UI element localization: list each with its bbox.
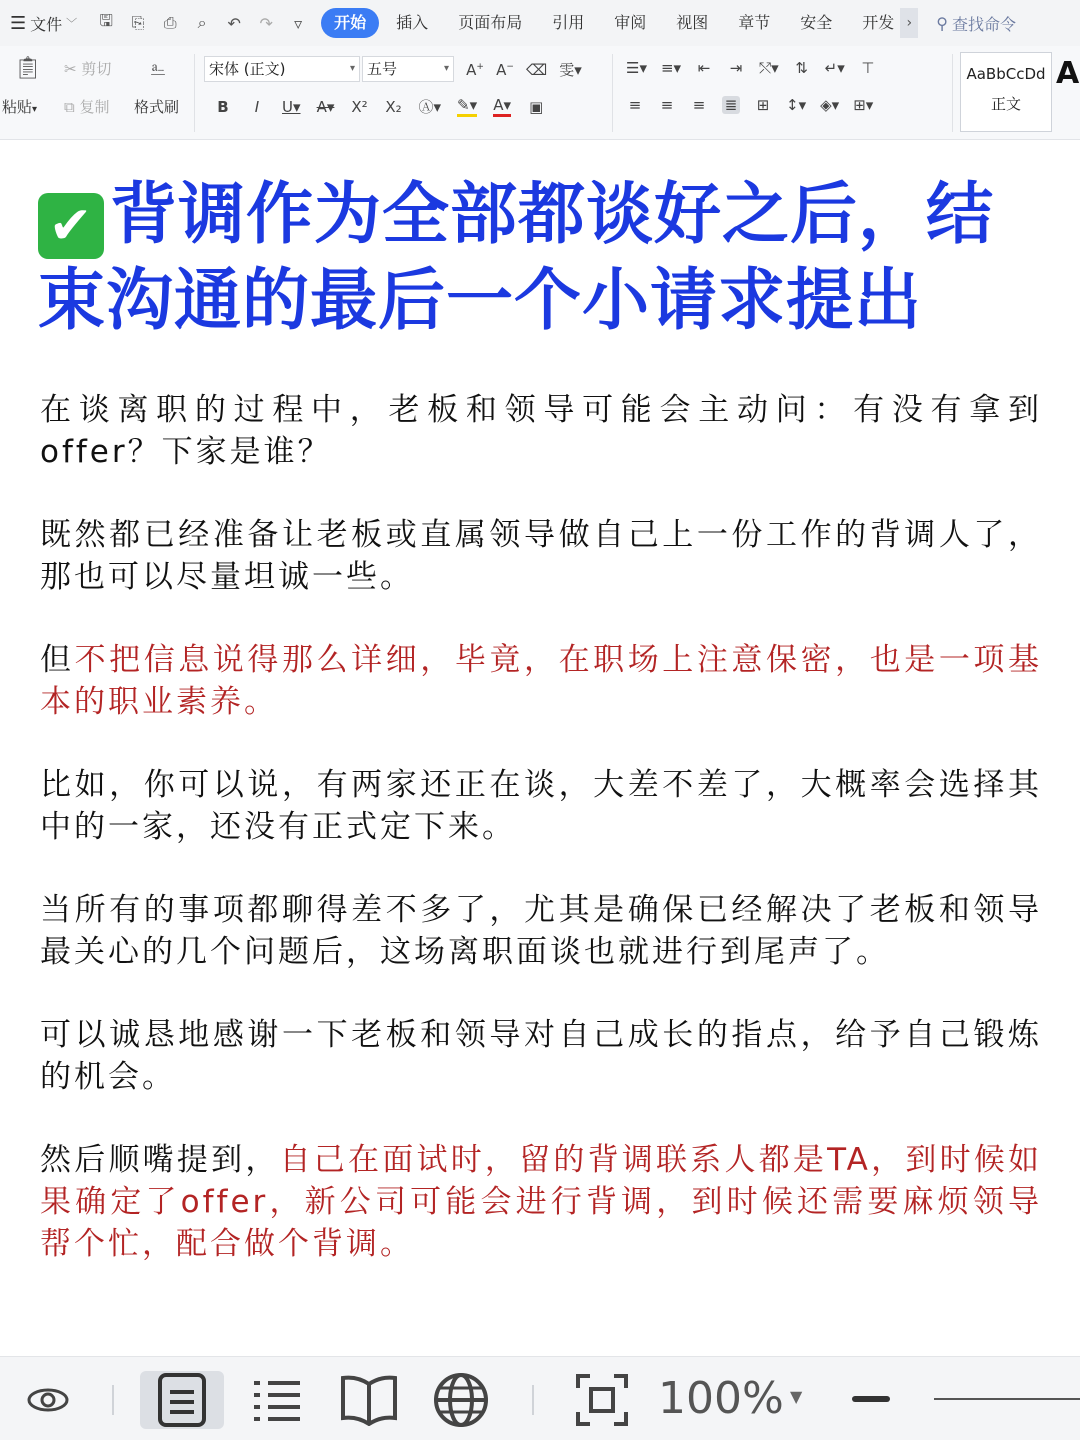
ribbon-tabs — [321, 8, 918, 38]
justify-icon[interactable]: ≣ — [722, 96, 740, 114]
tab-references[interactable]: 引用 — [552, 13, 585, 32]
tab-insert[interactable]: 插入 — [396, 13, 429, 32]
format-painter-button[interactable]: 格式刷 — [134, 98, 180, 116]
zoom-slider[interactable] — [934, 1398, 1080, 1400]
grow-font-icon[interactable]: A+ — [466, 60, 484, 79]
copy-button[interactable] — [64, 96, 110, 117]
tab-view[interactable]: 视图 — [676, 13, 709, 32]
file-menu[interactable] — [4, 7, 83, 39]
bold-icon[interactable]: B — [217, 97, 229, 116]
distributed-icon[interactable]: ⊞ — [756, 96, 770, 114]
font-tools-row-1 — [466, 59, 582, 80]
font-color-icon[interactable]: A▾ — [493, 96, 511, 117]
paragraph-tools-row-2 — [626, 96, 873, 114]
chevron-down-icon: ▾ — [349, 63, 355, 74]
title-text: 背调作为全部都谈好之后，结束沟通的最后一个小请求提出 — [38, 175, 994, 339]
fit-page-icon[interactable] — [570, 1371, 634, 1429]
status-divider — [112, 1385, 114, 1415]
paste-label: 粘贴 — [2, 98, 33, 116]
ribbon-divider — [612, 54, 613, 132]
style-sample: AaBbCcDd — [966, 65, 1046, 83]
paragraph-6 — [40, 1014, 1042, 1098]
sort-icon[interactable]: ⇅ — [795, 59, 808, 77]
print-icon[interactable]: ⎙ — [163, 13, 177, 32]
style-name: 正文 — [990, 95, 1021, 113]
paragraph-7 — [40, 1139, 1042, 1265]
paragraph-text: 在谈离职的过程中，老板和领导可能会主动问：有没有拿到offer？下家是谁？ — [40, 392, 1042, 470]
align-left-icon[interactable]: ≡ — [628, 96, 642, 114]
hamburger-icon: ☰ — [10, 12, 27, 34]
paragraph-text: 比如，你可以说，有两家还正在谈，大差不差了，大概率会选择其中的一家，还没有正式定下来。 — [40, 767, 1042, 845]
highlight-icon[interactable]: ✎▾ — [457, 96, 477, 117]
zoom-level[interactable]: 100% — [658, 1373, 784, 1424]
paste-button[interactable]: 粘贴▾ — [2, 98, 38, 116]
paragraph-4 — [40, 764, 1042, 848]
ribbon-divider — [194, 54, 195, 132]
outline-view-icon[interactable] — [246, 1371, 308, 1429]
format-painter-icon[interactable]: ⎁ — [150, 56, 166, 80]
cut-label: 剪切 — [81, 60, 112, 78]
reading-mode-icon[interactable] — [336, 1371, 402, 1429]
customize-icon[interactable]: ▿ — [294, 13, 303, 33]
numbering-icon[interactable]: ≡▾ — [660, 59, 682, 77]
ribbon-toolbar — [0, 46, 1080, 140]
char-border-icon[interactable]: ▣ — [529, 97, 544, 116]
paragraph-tools-row-1 — [626, 59, 877, 77]
status-bar — [0, 1356, 1080, 1440]
clear-format-icon[interactable]: ⌫ — [526, 60, 548, 79]
chinese-layout-icon[interactable]: ⤲▾ — [759, 59, 779, 77]
shading-icon[interactable]: ◈▾ — [820, 96, 840, 114]
search-icon: ⚲ — [936, 13, 949, 33]
file-menu-label: 文件 — [30, 14, 63, 34]
align-right-icon[interactable]: ≡ — [692, 96, 706, 114]
text-effect-icon[interactable]: Ⓐ▾ — [418, 98, 442, 116]
tab-home[interactable]: 开始 — [321, 8, 379, 38]
strikethrough-icon[interactable]: A▾ — [316, 97, 335, 116]
highlighted-text: 不把信息说得那么详细，毕竟，在职场上注意保密，也是一项基本的职业素养。 — [40, 642, 1043, 720]
paragraph-2 — [40, 514, 1042, 598]
paragraph-5 — [40, 889, 1042, 973]
paragraph-1 — [40, 389, 1042, 473]
paragraph-text: 当所有的事项都聊得差不多了，尤其是确保已经解决了老板和领导最关心的几个问题后，这场离职面谈也就进行到尾声了。 — [40, 892, 1042, 970]
tab-security[interactable]: 安全 — [800, 13, 833, 32]
shrink-font-icon[interactable]: A− — [496, 60, 514, 79]
status-divider — [532, 1385, 534, 1415]
zoom-out-button[interactable] — [852, 1396, 890, 1402]
quick-access-toolbar — [97, 10, 307, 37]
copy-icon: ⧉ — [64, 98, 75, 116]
tab-review[interactable]: 审阅 — [614, 13, 647, 32]
check-mark-icon: ✔ — [38, 193, 104, 259]
paragraph-3 — [40, 639, 1042, 723]
align-center-icon[interactable]: ≡ — [660, 96, 674, 114]
chevron-down-icon: ﹀ — [66, 17, 78, 30]
font-name-select[interactable] — [204, 56, 360, 82]
page-view-icon[interactable] — [140, 1371, 224, 1429]
borders-icon[interactable]: ⊞▾ — [853, 96, 874, 114]
highlighted-text: 自己在面试时，留的背调联系人都是TA，到时候如果确定了offer，新公司可能会进行背调，到时候还需要麻烦领导帮个忙，配合做个背调。 — [40, 1142, 1043, 1262]
cut-button[interactable] — [64, 58, 111, 79]
command-search-label: 查找命令 — [952, 14, 1017, 34]
subscript-icon[interactable]: X₂ — [385, 97, 402, 116]
document-title — [38, 173, 1048, 341]
command-search[interactable] — [936, 12, 1016, 35]
paragraph-text: 但 — [40, 642, 75, 678]
italic-icon[interactable]: I — [254, 97, 260, 116]
print-preview-icon[interactable]: ⌕ — [197, 13, 207, 32]
show-marks-icon[interactable]: ↵▾ — [824, 59, 845, 77]
scissors-icon: ✂ — [64, 60, 77, 78]
ribbon-divider — [952, 54, 953, 132]
font-size-select[interactable] — [362, 56, 454, 82]
tab-stops-icon[interactable]: ⊤ — [861, 59, 875, 77]
paragraph-text: 可以诚恳地感谢一下老板和领导对自己成长的指点，给予自己锻炼的机会。 — [40, 1017, 1042, 1095]
tab-page-layout[interactable]: 页面布局 — [458, 13, 523, 32]
underline-icon[interactable]: U▾ — [282, 97, 301, 116]
copy-label: 复制 — [79, 98, 110, 116]
font-tools-row-2 — [214, 96, 545, 117]
menu-bar — [0, 0, 1080, 46]
bullets-icon[interactable]: ☰▾ — [626, 59, 647, 77]
eye-icon[interactable] — [20, 1371, 76, 1429]
paragraph-text: 既然都已经准备让老板或直属领导做自己上一份工作的背调人了，那也可以尽量坦诚一些。 — [40, 517, 1042, 595]
line-spacing-icon[interactable]: ↕▾ — [786, 96, 807, 114]
web-layout-icon[interactable] — [428, 1371, 494, 1429]
increase-indent-icon[interactable]: ⇥ — [729, 59, 743, 77]
export-icon[interactable]: ⎘ — [131, 13, 145, 32]
save-icon[interactable]: 🖫 — [99, 10, 113, 30]
document-page[interactable] — [0, 141, 1080, 1356]
phonetic-guide-icon[interactable]: 雯▾ — [559, 61, 582, 79]
redo-icon[interactable]: ↷ — [259, 13, 273, 33]
paste-icon[interactable]: 📋︎ — [14, 56, 42, 81]
chevron-down-icon[interactable]: ▼ — [790, 1387, 803, 1406]
chevron-down-icon: ▾ — [443, 63, 449, 74]
superscript-icon[interactable]: X² — [351, 97, 368, 116]
style-heading[interactable]: A — [1056, 56, 1080, 91]
more-tabs-icon[interactable]: › — [900, 8, 918, 38]
paragraph-text: 然后顺嘴提到， — [40, 1142, 280, 1178]
font-size-value: 五号 — [367, 60, 398, 78]
tab-sections[interactable]: 章节 — [738, 13, 771, 32]
style-normal[interactable] — [960, 52, 1052, 132]
decrease-indent-icon[interactable]: ⇤ — [697, 59, 711, 77]
font-name-value: 宋体 (正文) — [209, 60, 286, 78]
undo-icon[interactable]: ↶ — [227, 13, 241, 33]
tab-developer[interactable]: 开发 — [862, 13, 895, 32]
